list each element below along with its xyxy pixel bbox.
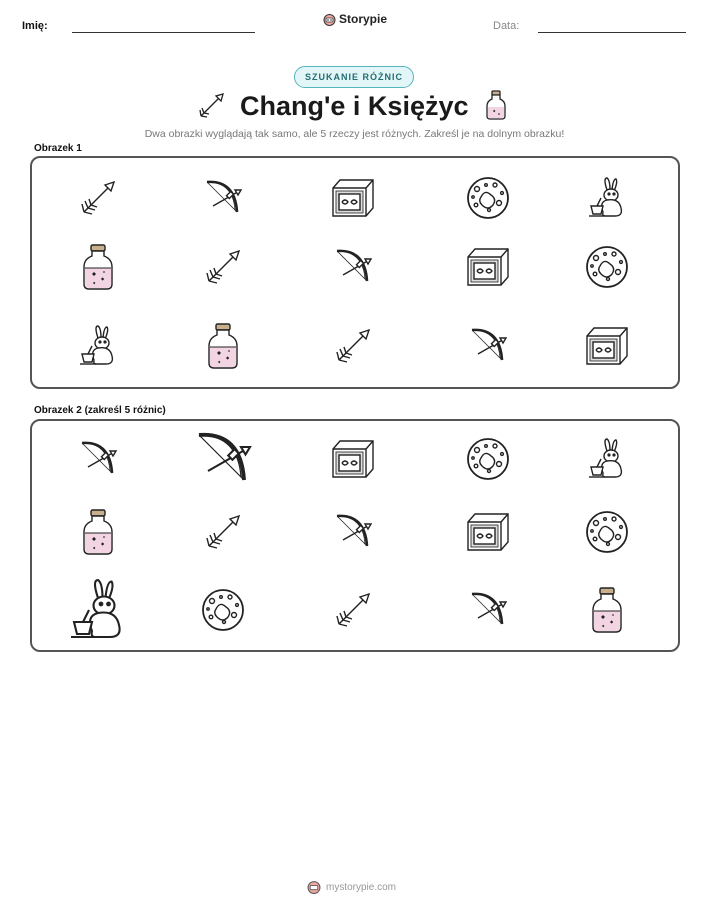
picture-1-label: Obrazek 1 <box>34 143 82 154</box>
arrow-icon[interactable] <box>323 316 383 376</box>
footer-url: mystorypie.com <box>326 881 397 893</box>
chest-icon[interactable] <box>323 168 383 228</box>
brand-logo <box>323 12 387 26</box>
bow-icon[interactable] <box>458 316 518 376</box>
name-line[interactable] <box>72 32 255 33</box>
name-label: Imię: <box>22 20 48 32</box>
rabbit-icon[interactable] <box>68 316 128 376</box>
date-label: Data: <box>493 20 520 32</box>
bow-icon[interactable] <box>188 424 258 494</box>
potion-jar-icon[interactable] <box>577 580 637 640</box>
rabbit-icon[interactable] <box>63 575 133 645</box>
picture-2-label: Obrazek 2 (zakreśl 5 różnic) <box>34 405 166 416</box>
footer <box>307 880 396 894</box>
rabbit-icon[interactable] <box>577 429 637 489</box>
arrow-icon[interactable] <box>68 168 128 228</box>
moon-icon[interactable] <box>577 502 637 562</box>
moon-icon[interactable] <box>458 429 518 489</box>
potion-jar-icon[interactable] <box>68 502 128 562</box>
moon-icon[interactable] <box>193 580 253 640</box>
brand-name: Storypie <box>339 12 388 26</box>
bow-icon[interactable] <box>193 168 253 228</box>
date-line[interactable] <box>538 32 686 33</box>
bow-icon[interactable] <box>323 237 383 297</box>
activity-badge: SZUKANIE RÓŻNIC <box>294 66 414 88</box>
bow-icon[interactable] <box>68 429 128 489</box>
storypie-logo-icon <box>323 13 336 26</box>
title-arrow-icon <box>197 90 227 125</box>
moon-icon[interactable] <box>577 237 637 297</box>
rabbit-icon[interactable] <box>577 168 637 228</box>
chest-icon[interactable] <box>458 502 518 562</box>
bow-icon[interactable] <box>458 580 518 640</box>
arrow-icon[interactable] <box>193 502 253 562</box>
moon-icon[interactable] <box>458 168 518 228</box>
storypie-logo-icon <box>307 880 321 894</box>
chest-icon[interactable] <box>458 237 518 297</box>
title-potion-jar-icon <box>486 90 506 125</box>
arrow-icon[interactable] <box>323 580 383 640</box>
potion-jar-icon[interactable] <box>68 237 128 297</box>
instructions-text: Dwa obrazki wyglądają tak samo, ale 5 rzeczy jest różnych. Zakreśl je na dolnym obrazku! <box>144 128 565 140</box>
bow-icon[interactable] <box>323 502 383 562</box>
potion-jar-icon[interactable] <box>193 316 253 376</box>
chest-icon[interactable] <box>577 316 637 376</box>
chest-icon[interactable] <box>323 429 383 489</box>
page-title: Chang'e i Księżyc <box>240 91 469 121</box>
arrow-icon[interactable] <box>193 237 253 297</box>
